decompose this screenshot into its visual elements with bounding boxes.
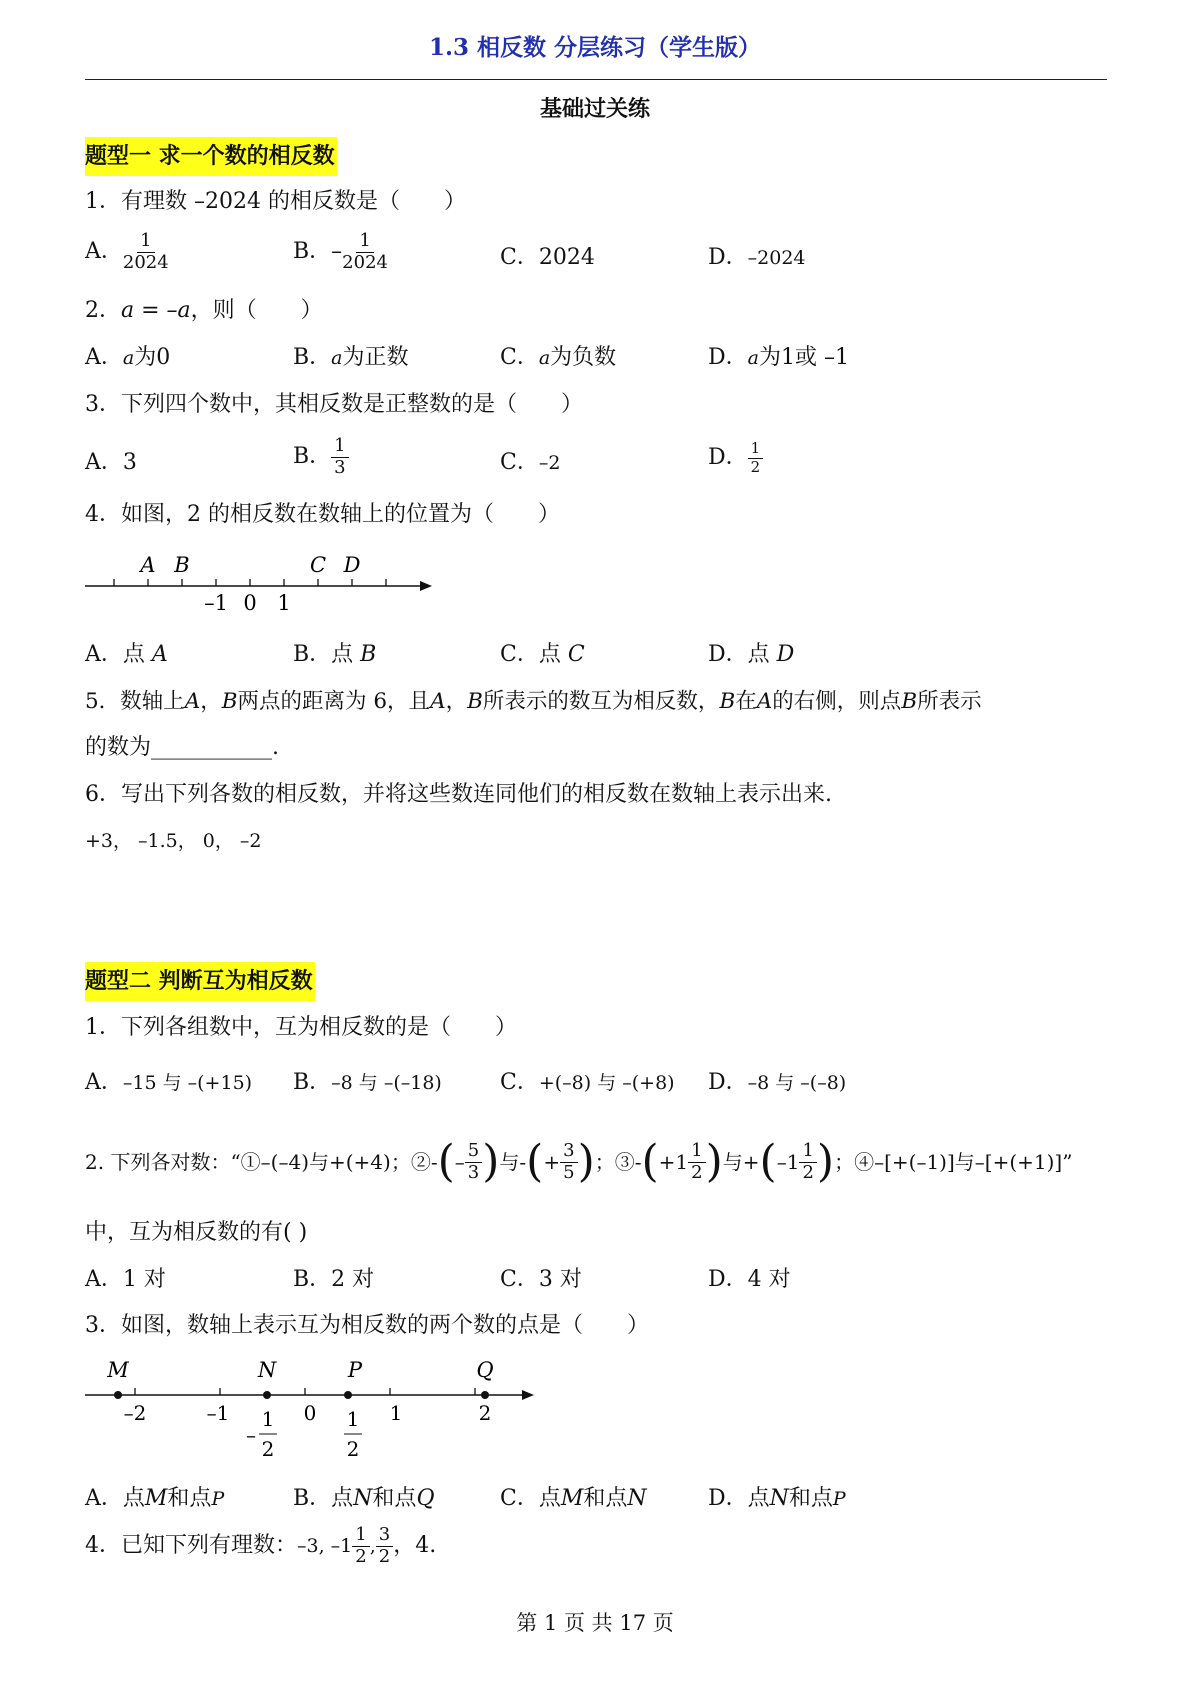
- s1-q2-option-d[interactable]: D．a为1或 –1: [708, 345, 849, 370]
- s1-q4-option-c[interactable]: C．点 C: [500, 642, 585, 667]
- s1-q2-stem: 2．a = –a，则（ ）: [85, 298, 323, 323]
- title-divider: [85, 79, 1107, 80]
- s2-q3-option-a[interactable]: A．点M和点P: [85, 1486, 225, 1511]
- point-label-d: D: [343, 553, 361, 577]
- tick-label-neg2: –2: [123, 1401, 147, 1425]
- point-label-p: P: [347, 1358, 363, 1382]
- s2-q1-option-d[interactable]: D．–8 与 –(–8): [708, 1070, 847, 1095]
- s1-q4-stem: 4．如图，2 的相反数在数轴上的位置为（ ）: [85, 502, 560, 527]
- s1-q5-stem-line2: 的数为___________.: [85, 735, 279, 760]
- s1-q2-option-b[interactable]: B．a为正数: [293, 345, 409, 370]
- tick-label-neg1: –1: [206, 1401, 230, 1425]
- s1-q6-stem: 6．写出下列各数的相反数，并将这些数连同他们的相反数在数轴上表示出来.: [85, 782, 832, 807]
- s1-q3-option-d[interactable]: D． $\frac{1}{2}$: [708, 441, 763, 476]
- point-label-c: C: [309, 553, 327, 577]
- s2-q3-number-line: [80, 1352, 550, 1470]
- s2-q4-stem: 4．已知下列有理数： –3, –1 $\frac{1}{2}$ , $\frac{3}{2}$ ，4.: [85, 1524, 437, 1567]
- point-label-m: M: [107, 1358, 129, 1382]
- tick-label-0: 0: [303, 1401, 317, 1425]
- s1-q1-option-b[interactable]: B． – $\frac{1}{2024}$: [293, 230, 388, 273]
- s2-q3-option-c[interactable]: C．点M和点N: [500, 1486, 647, 1511]
- point-label-q: Q: [476, 1358, 494, 1382]
- tick-label-0: 0: [243, 591, 257, 615]
- s1-q4-option-d[interactable]: D．点 D: [708, 642, 795, 667]
- s1-q3-option-c[interactable]: C．–2: [500, 450, 561, 475]
- point-label-n: N: [257, 1358, 277, 1382]
- point-label-b: B: [174, 553, 190, 577]
- point-q: [481, 1391, 489, 1399]
- s1-q1-option-c[interactable]: C．2024: [500, 245, 595, 270]
- section-subtitle: 基础过关练: [539, 96, 650, 122]
- s1-q2-option-c[interactable]: C．a为负数: [500, 345, 617, 370]
- s2-q2-option-a[interactable]: A．1 对: [85, 1267, 166, 1292]
- s2-q1-stem: 1．下列各组数中，互为相反数的是（ ）: [85, 1015, 517, 1040]
- s1-q4-option-b[interactable]: B．点 B: [293, 642, 377, 667]
- point-label-a: A: [140, 553, 156, 577]
- frac-neg-num: 1: [261, 1407, 275, 1431]
- page-title: 1.3 相反数 分层练习（学生版）: [428, 34, 762, 61]
- frac-pos-den: 2: [346, 1437, 360, 1461]
- s1-q3-stem: 3．下列四个数中，其相反数是正整数的是（ ）: [85, 392, 583, 417]
- s2-q1-option-a[interactable]: A．–15 与 –(+15): [85, 1070, 253, 1095]
- tick-label-neg1: –1: [204, 591, 228, 615]
- s2-q2-stem-line1: 2. 下列各对数：“①–(–4)与+(+4)；②- ( – $\frac{5}{3}$ ) 与- ( + $\frac{3}{5}$ ) ；③- ( +1 $\frac{1}{2}$ ) 与+ ( –1 $\frac{1}{2}$ ) ；④–[+(–1)]与–[+(+1)]”: [85, 1136, 1073, 1187]
- point-p: [344, 1391, 352, 1399]
- section2-heading: 题型二 判断互为相反数: [85, 970, 315, 993]
- point-m: [114, 1391, 122, 1399]
- s1-q1-option-d[interactable]: D．–2024: [708, 245, 806, 270]
- s1-q1-option-a[interactable]: A． $\frac{1}{2024}$: [85, 230, 169, 273]
- tick-label-1: 1: [277, 591, 291, 615]
- s2-q2-stem-line2: 中，互为相反数的有( ): [85, 1220, 308, 1245]
- page-footer: 第 1 页 共 17 页: [516, 1611, 674, 1635]
- s2-q1-option-b[interactable]: B．–8 与 –(–18): [293, 1070, 442, 1095]
- s2-q2-option-d[interactable]: D．4 对: [708, 1267, 791, 1292]
- frac-neg-sign: –: [246, 1423, 256, 1447]
- tick-label-1: 1: [389, 1401, 403, 1425]
- point-n: [263, 1391, 271, 1399]
- s2-q3-option-b[interactable]: B．点N和点Q: [293, 1486, 435, 1511]
- tick-label-2: 2: [478, 1401, 492, 1425]
- s2-q3-stem: 3．如图，数轴上表示互为相反数的两个数的点是（ ）: [85, 1313, 649, 1338]
- s1-q1-stem: 1．有理数 –2024 的相反数是（ ）: [85, 189, 466, 214]
- s2-q2-option-c[interactable]: C．3 对: [500, 1267, 582, 1292]
- s1-q6-values: +3， –1.5， 0， –2: [85, 830, 262, 852]
- s2-q1-option-c[interactable]: C．+(–8) 与 –(+8): [500, 1070, 675, 1095]
- s2-q3-option-d[interactable]: D．点N和点P: [708, 1486, 846, 1511]
- frac-pos-num: 1: [346, 1407, 360, 1431]
- s2-q2-option-b[interactable]: B．2 对: [293, 1267, 375, 1292]
- section1-heading: 题型一 求一个数的相反数: [85, 145, 337, 168]
- frac-neg-den: 2: [261, 1437, 275, 1461]
- s1-q5-stem-line1: 5．数轴上A，B两点的距离为 6，且A，B所表示的数互为相反数，B在A的右侧，则点B所表示: [85, 689, 982, 714]
- axis-arrow: [420, 581, 432, 591]
- s1-q4-option-a[interactable]: A．点 A: [85, 642, 168, 667]
- s1-q3-option-b[interactable]: B． $\frac{1}{3}$: [293, 437, 349, 478]
- s1-q4-number-line: [80, 548, 440, 618]
- s1-q3-option-a[interactable]: A．3: [85, 450, 137, 475]
- axis-arrow: [522, 1390, 534, 1400]
- s1-q2-option-a[interactable]: A．a为0: [85, 345, 171, 370]
